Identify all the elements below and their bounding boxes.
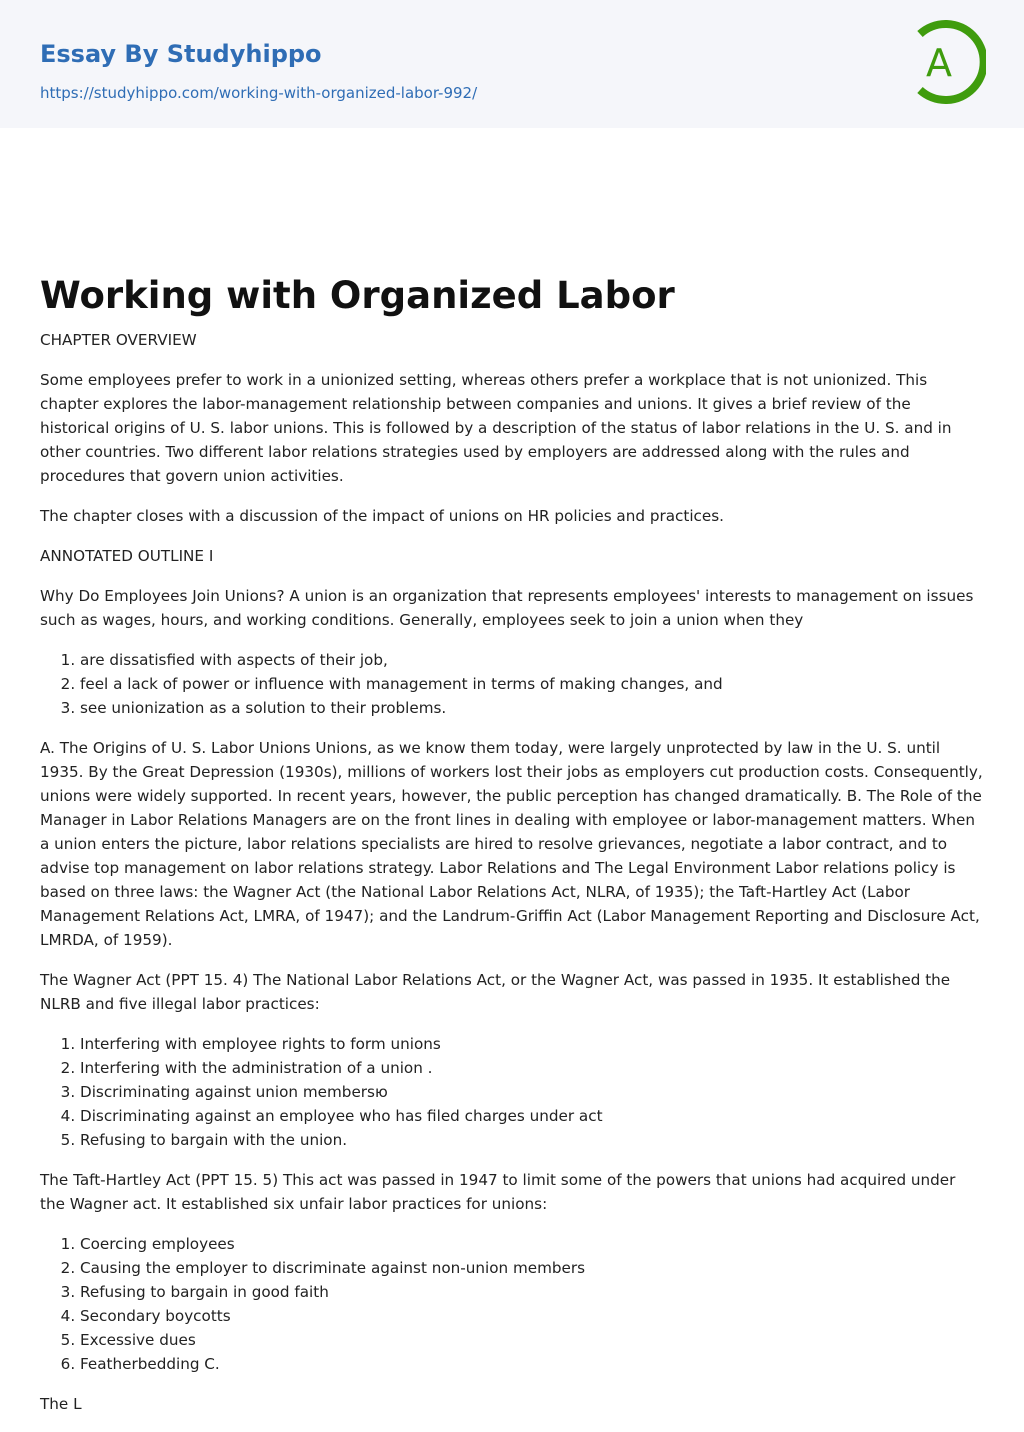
list-item: 5. Refusing to bargain with the union. bbox=[80, 1128, 984, 1152]
paragraph: The Taft-Hartley Act (PPT 15. 5) This act was passed in 1947 to limit some of the powers that unions had acquired under the Wagner act. It established six unfair labor practices for unions: bbox=[40, 1171, 956, 1213]
list-item: 1. Interfering with employee rights to form unions bbox=[80, 1032, 984, 1056]
wagner-practices-list bbox=[40, 1032, 984, 1152]
list-item: 2. feel a lack of power or influence with management in terms of making changes, and bbox=[80, 672, 984, 696]
paragraph: A. The Origins of U. S. Labor Unions Unions, as we know them today, were largely unprotected by law in the U. S. until 1935. By the Great Depression (1930s), millions of workers lost their jobs as employers cut production costs. Consequently, unions were widely supported. In recent years, however, the public perception has changed dramatically. B. The Role of the Manager in Labor Relations Managers are on the front lines in dealing with employee or labor-management matters. When a union enters the picture, labor relations specialists are hired to resolve grievances, negotiate a labor contract, and to advise top management on labor relations strategy. Labor Relations and The Legal Environment Labor relations policy is based on three laws: the Wagner Act (the National Labor Relations Act, NLRA, of 1935); the Taft-Hartley Act (Labor Management Relations Act, LMRA, of 1947); and the Landrum-Griffin Act (Labor Management Reporting and Disclosure Act, LMRDA, of 1959). bbox=[40, 739, 983, 949]
list-item: 2. Causing the employer to discriminate against non-union members bbox=[80, 1256, 984, 1280]
brand-title: Essay By Studyhippo bbox=[40, 40, 322, 68]
studyhippo-logo-icon bbox=[912, 20, 986, 104]
essay-title: Working with Organized Labor bbox=[40, 274, 675, 317]
list-item: 6. Featherbedding C. bbox=[80, 1352, 984, 1376]
list-item: 4. Secondary boycotts bbox=[80, 1304, 984, 1328]
list-item: 1. are dissatisfied with aspects of their job, bbox=[80, 648, 984, 672]
list-item: 3. see unionization as a solution to their problems. bbox=[80, 696, 984, 720]
list-item: 5. Excessive dues bbox=[80, 1328, 984, 1352]
paragraph: The chapter closes with a discussion of the impact of unions on HR policies and practices. bbox=[40, 507, 724, 525]
taft-hartley-practices-list bbox=[40, 1232, 984, 1376]
essay-body bbox=[0, 128, 1024, 1416]
svg-text:A: A bbox=[926, 41, 952, 85]
site-header bbox=[0, 0, 1024, 128]
paragraph: Some employees prefer to work in a unionized setting, whereas others prefer a workplace that is not unionized. This chapter explores the labor-management relationship between companies and unions. It gives a brief review of the historical origins of U. S. labor unions. This is followed by a description of the status of labor relations in the U. S. and in other countries. Two different labor relations strategies used by employers are addressed along with the rules and procedures that govern union activities. bbox=[40, 371, 952, 485]
list-item: 3. Refusing to bargain in good faith bbox=[80, 1280, 984, 1304]
essay-url-link[interactable]: https://studyhippo.com/working-with-organized-labor-992/ bbox=[40, 84, 478, 102]
list-item: 4. Discriminating against an employee who has filed charges under act bbox=[80, 1104, 984, 1128]
list-item: 2. Interfering with the administration of a union . bbox=[80, 1056, 984, 1080]
section-heading: CHAPTER OVERVIEW bbox=[40, 331, 197, 349]
reasons-list bbox=[40, 648, 984, 720]
list-item: 1. Coercing employees bbox=[80, 1232, 984, 1256]
section-heading: ANNOTATED OUTLINE I bbox=[40, 547, 214, 565]
paragraph: The Wagner Act (PPT 15. 4) The National Labor Relations Act, or the Wagner Act, was passed in 1935. It established the NLRB and five illegal labor practices: bbox=[40, 971, 951, 1013]
paragraph: Why Do Employees Join Unions? A union is an organization that represents employees' interests to management on issues such as wages, hours, and working conditions. Generally, employees seek to join a union when they bbox=[40, 587, 974, 629]
paragraph: The L bbox=[40, 1395, 82, 1413]
list-item: 3. Discriminating against union membersю bbox=[80, 1080, 984, 1104]
